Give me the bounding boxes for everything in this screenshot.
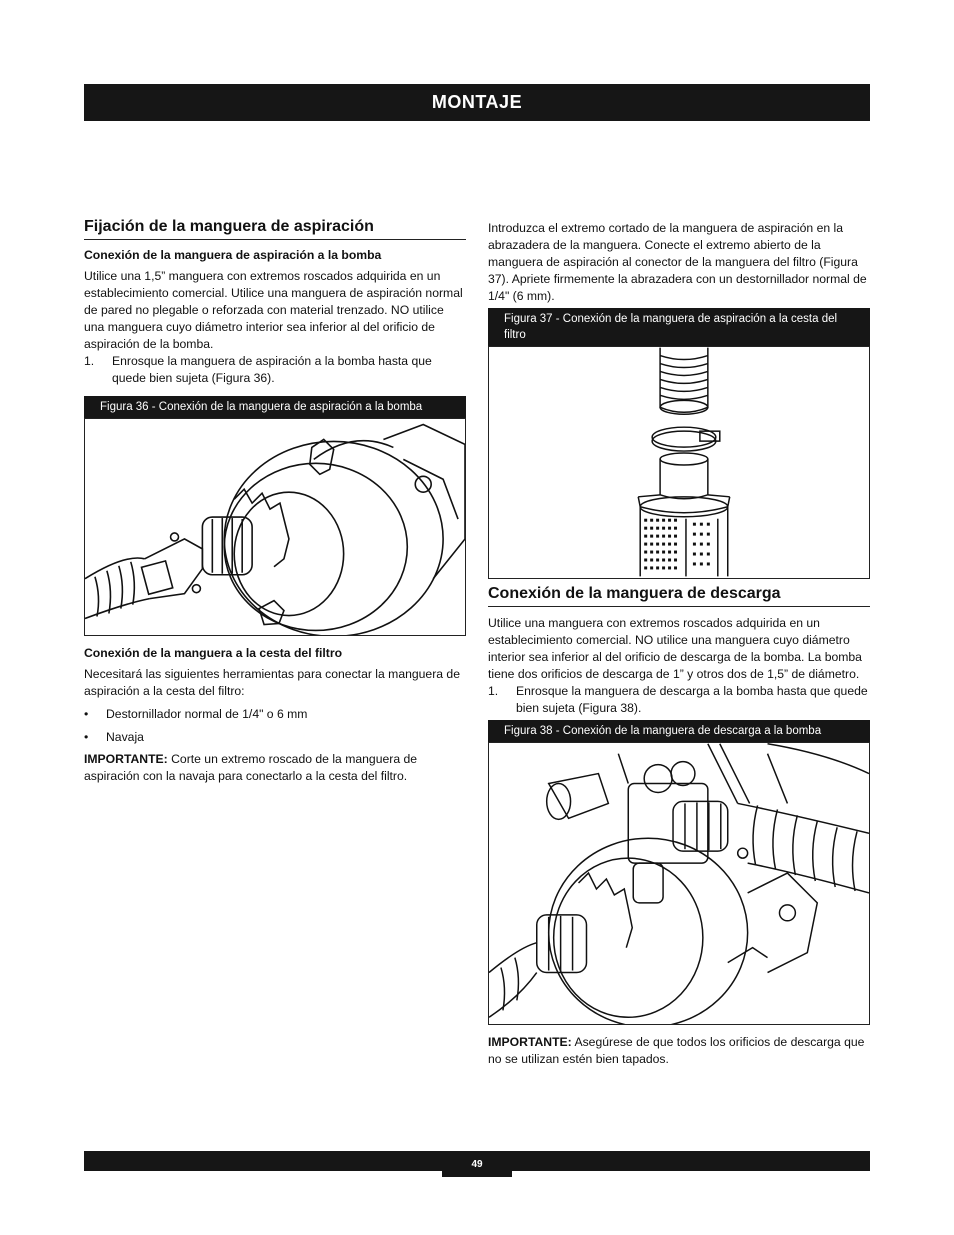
- left-column: [84, 218, 466, 785]
- figure-37-caption: Figura 37 - Conexión de la manguera de aspiración a la cesta del filtro: [488, 308, 870, 346]
- important-note-left: IMPORTANTE: Corte un extremo roscado de la manguera de aspiración con la navaja para conectarlo a la cesta del filtro.: [84, 752, 418, 783]
- paragraph-tools-needed: Necesitará las siguientes herramientas para conectar la manguera de aspiración a la cesta del filtro:: [84, 667, 460, 698]
- figure-36-illustration: [84, 418, 466, 636]
- paragraph-insert-hose: Introduzca el extremo cortado de la manguera de aspiración en la abrazadera de la manguera. Conecte el extremo abierto de la manguera de aspiración al conector de la manguera del filtro (Figura 37). Apriete firmemente la abrazadera con un destornillador normal de 1/4" (6 mm).: [488, 221, 867, 303]
- bullet-dot: •: [84, 707, 89, 721]
- step-number: 1.: [84, 354, 95, 368]
- bullet-screwdriver: • Destornillador normal de 1/4" o 6 mm: [84, 707, 308, 721]
- subheading-hose-to-filter: Conexión de la manguera a la cesta del filtro: [84, 646, 343, 660]
- figure-36-caption: Figura 36 - Conexión de la manguera de aspiración a la bomba: [84, 396, 466, 418]
- step-1-discharge: [488, 683, 870, 717]
- figure-38-caption: Figura 38 - Conexión de la manguera de descarga a la bomba: [488, 720, 870, 742]
- section-title-suction: Fijación de la manguera de aspiración: [84, 218, 466, 240]
- pump-discharge-drawing: [489, 743, 869, 1024]
- section-header: [84, 84, 870, 121]
- section-header-title: MONTAJE: [431, 92, 523, 112]
- right-column: [488, 220, 870, 1068]
- subheading-hose-to-pump: Conexión de la manguera de aspiración a la bomba: [84, 248, 382, 262]
- step-number: 1.: [488, 684, 499, 698]
- pump-suction-drawing: [85, 419, 465, 635]
- page-number: 49: [442, 1151, 512, 1177]
- important-note-right: IMPORTANTE: Asegúrese de que todos los orificios de descarga que no se utilizan estén bien tapados.: [488, 1035, 865, 1066]
- step-1-suction: [84, 353, 466, 387]
- filter-basket-drawing: [489, 347, 869, 578]
- step-text: Enrosque la manguera de aspiración a la bomba hasta que quede bien sujeta (Figura 36).: [112, 354, 432, 385]
- figure-37-illustration: [488, 346, 870, 579]
- section-title-discharge: Conexión de la manguera de descarga: [488, 585, 870, 607]
- step-text: Enrosque la manguera de descarga a la bomba hasta que quede bien sujeta (Figura 38).: [516, 684, 868, 715]
- figure-38-illustration: [488, 742, 870, 1025]
- paragraph-suction-hose: Utilice una 1,5” manguera con extremos roscados adquirida en un establecimiento comercial. Utilice una manguera de aspiración normal de pared no plegable o reforzada con material trenzado. NO utilice una manguera cuyo diámetro interior sea inferior al del orificio de aspiración de la bomba.: [84, 269, 463, 351]
- paragraph-discharge-hose: Utilice una manguera con extremos roscados adquirida en un establecimiento comercial. NO utilice una manguera cuyo diámetro interior sea inferior al del orificio de descarga de la bomba. La bomba tiene dos orificios de descarga de 1” y otros dos de 1,5” de diámetro.: [488, 616, 862, 681]
- bullet-knife: • Navaja: [84, 730, 144, 744]
- bullet-dot: •: [84, 730, 89, 744]
